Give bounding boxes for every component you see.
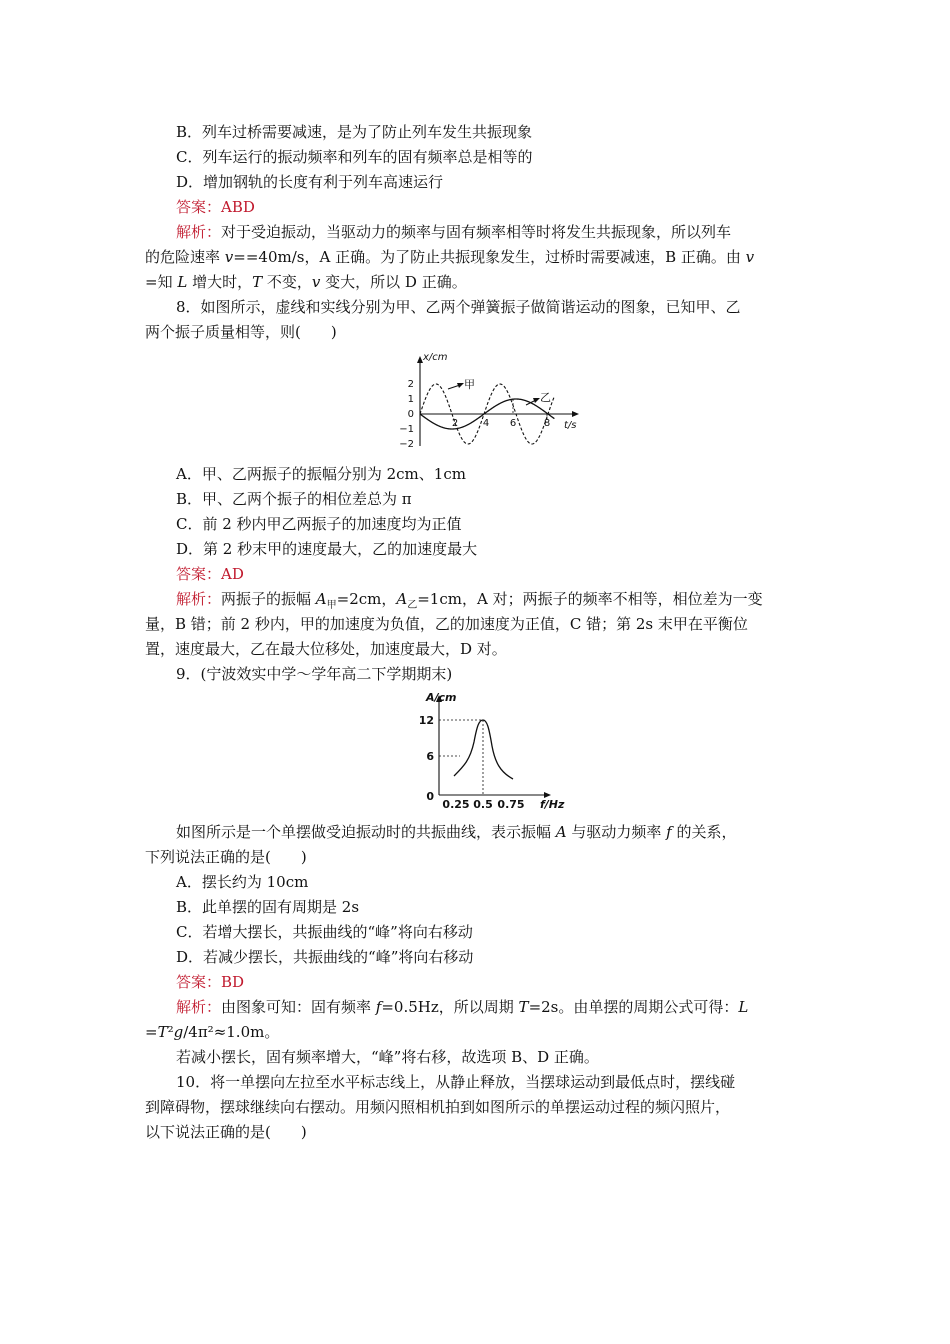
q8-explanation-line2: 量，B 错；前 2 秒内，甲的加速度为负值，乙的加速度为正值，C 错；第 2s 末甲在平衡位 (145, 615, 748, 633)
text-run: =2cm， (336, 590, 397, 608)
q10-stem-line2: 到障碍物，摆球继续向右摆动。用频闪照相机拍到如图所示的单摆运动过程的频闪照片， (145, 1098, 731, 1116)
q9-answer (176, 972, 244, 992)
variable-v: v (224, 248, 234, 266)
x-tick: 4 (482, 418, 490, 429)
q9-resonance-curve (412, 690, 572, 812)
text-run: 如图所示是一个单摆做受迫振动时的共振曲线，表示振幅 (176, 823, 556, 841)
explanation-label: 解析： (176, 590, 222, 608)
q9-explanation-line2 (145, 1022, 279, 1042)
text-run: ==40m/s，A 正确。为了防止共振现象发生，过桥时需要减速，B 正确。由 (233, 248, 746, 266)
q7-answer (176, 197, 255, 217)
answer-value: ABD (221, 198, 255, 216)
variable-f: f (666, 823, 672, 841)
q8-answer (176, 564, 244, 584)
y-tick: −1 (399, 424, 414, 435)
y-tick: 2 (407, 379, 414, 390)
q7-option-b: B．列车过桥需要减速，是为了防止列车发生共振现象 (176, 123, 533, 141)
variable-T: T (518, 998, 529, 1016)
x-axis-label: f/Hz (540, 798, 565, 811)
q8-option-c: C．前 2 秒内甲乙两振子的加速度均为正值 (176, 515, 462, 533)
q7-option-d: D．增加钢轨的长度有利于列车高速运行 (176, 173, 444, 191)
q9-option-a: A．摆长约为 10cm (176, 873, 309, 891)
q8-option-b: B．甲、乙两个振子的相位差总为 π (176, 490, 412, 508)
y-tick: 1 (407, 394, 414, 405)
y-tick: −2 (399, 439, 414, 450)
q8-stem-line1: 8．如图所示，虚线和实线分别为甲、乙两个弹簧振子做简谐运动的图象，已知甲、乙 (176, 298, 741, 316)
variable-L: L (177, 273, 188, 291)
q10-stem-line1: 10．将一单摆向左拉至水平标志线上，从静止释放，当摆球运动到最低点时，摆线碰 (176, 1073, 736, 1091)
x-tick: 0.25 (442, 798, 470, 811)
answer-value: AD (221, 565, 244, 583)
text-run: = (145, 1023, 158, 1041)
y-tick: 0 (426, 790, 434, 803)
variable-A: A (555, 823, 567, 841)
x-axis-label: t/s (564, 420, 577, 431)
y-axis-label: x/cm (423, 352, 448, 363)
label-arrow (533, 398, 540, 403)
q9-option-c: C．若增大摆长，共振曲线的“峰”将向右移动 (176, 923, 473, 941)
q9-explanation-line1 (176, 997, 748, 1017)
variable-f: f (375, 998, 382, 1016)
q8-option-a: A．甲、乙两振子的振幅分别为 2cm、1cm (176, 465, 466, 483)
text-run: /4π²≈1.0m。 (183, 1023, 280, 1041)
q9-stem-source: 9．(宁波效实中学～学年高二下学期期末) (176, 665, 453, 683)
text-run: =知 (145, 273, 178, 291)
y-axis-label: A/cm (426, 691, 457, 704)
answer-label: 答案： (176, 198, 222, 216)
q10-stem-line3: 以下说法正确的是( ) (145, 1123, 307, 1141)
text-run: 的危险速率 (145, 248, 225, 266)
resonance-curve (454, 720, 513, 779)
answer-label: 答案： (176, 973, 222, 991)
subscript: 乙 (407, 600, 418, 611)
text-run: =1cm，A 对；两振子的频率不相等，相位差为一变 (417, 590, 763, 608)
x-tick: 8 (543, 418, 551, 429)
explanation-label: 解析： (176, 223, 222, 241)
text-run: 不变， (262, 273, 312, 291)
text-run: 的关系， (671, 823, 737, 841)
q7-explanation-line1 (176, 222, 731, 242)
label-jia: 甲 (464, 378, 475, 391)
q8-oscillation-graph (398, 350, 588, 452)
text-run: ² (167, 1023, 174, 1041)
variable-L: L (738, 998, 749, 1016)
y-tick: 0 (407, 409, 414, 420)
text-run: 由图象可知：固有频率 (221, 998, 376, 1016)
x-tick: 6 (509, 418, 517, 429)
q8-explanation-line3: 置，速度最大，乙在最大位移处，加速度最大，D 对。 (145, 640, 507, 658)
x-axis-arrow (572, 411, 579, 417)
text-run: 变大，所以 D 正确。 (320, 273, 467, 291)
q9-option-b: B．此单摆的固有周期是 2s (176, 898, 360, 916)
text-run: =0.5Hz，所以周期 (381, 998, 519, 1016)
label-arrow (457, 383, 464, 388)
text-run: 增大时， (187, 273, 253, 291)
x-tick: 0.5 (473, 798, 493, 811)
x-tick: 2 (451, 418, 459, 429)
text-run: =2s。由单摆的周期公式可得： (528, 998, 739, 1016)
q9-explanation-line3: 若减小摆长，固有频率增大，“峰”将右移，故选项 B、D 正确。 (176, 1048, 599, 1066)
q8-option-d: D．第 2 秒末甲的速度最大，乙的加速度最大 (176, 540, 478, 558)
label-yi: 乙 (540, 391, 551, 404)
q8-explanation-line1 (176, 589, 763, 616)
answer-label: 答案： (176, 565, 222, 583)
variable-v: v (311, 273, 321, 291)
q9-stem-line2: 下列说法正确的是( ) (145, 848, 307, 866)
text-run: 两振子的振幅 (221, 590, 316, 608)
y-tick: 6 (426, 750, 434, 763)
answer-value: BD (221, 973, 245, 991)
text-run: 与驱动力频率 (566, 823, 667, 841)
q9-option-d: D．若减少摆长，共振曲线的“峰”将向右移动 (176, 948, 474, 966)
x-tick: 0.75 (497, 798, 525, 811)
q7-option-c: C．列车运行的振动频率和列车的固有频率总是相等的 (176, 148, 533, 166)
variable-A: A (396, 590, 408, 608)
q9-stem-line1 (176, 822, 737, 842)
variable-T: T (157, 1023, 168, 1041)
variable-T: T (252, 273, 263, 291)
variable-A: A (315, 590, 327, 608)
q7-explanation-line2 (145, 247, 754, 267)
explanation-label: 解析： (176, 998, 222, 1016)
variable-v: v (745, 248, 755, 266)
explanation-text: 对于受迫振动，当驱动力的频率与固有频率相等时将发生共振现象，所以列车 (221, 223, 732, 241)
subscript: 甲 (326, 600, 337, 611)
q7-explanation-line3 (145, 272, 467, 292)
y-tick: 12 (418, 714, 434, 727)
variable-g: g (173, 1023, 184, 1041)
q8-stem-line2: 两个振子质量相等，则( ) (145, 323, 337, 341)
